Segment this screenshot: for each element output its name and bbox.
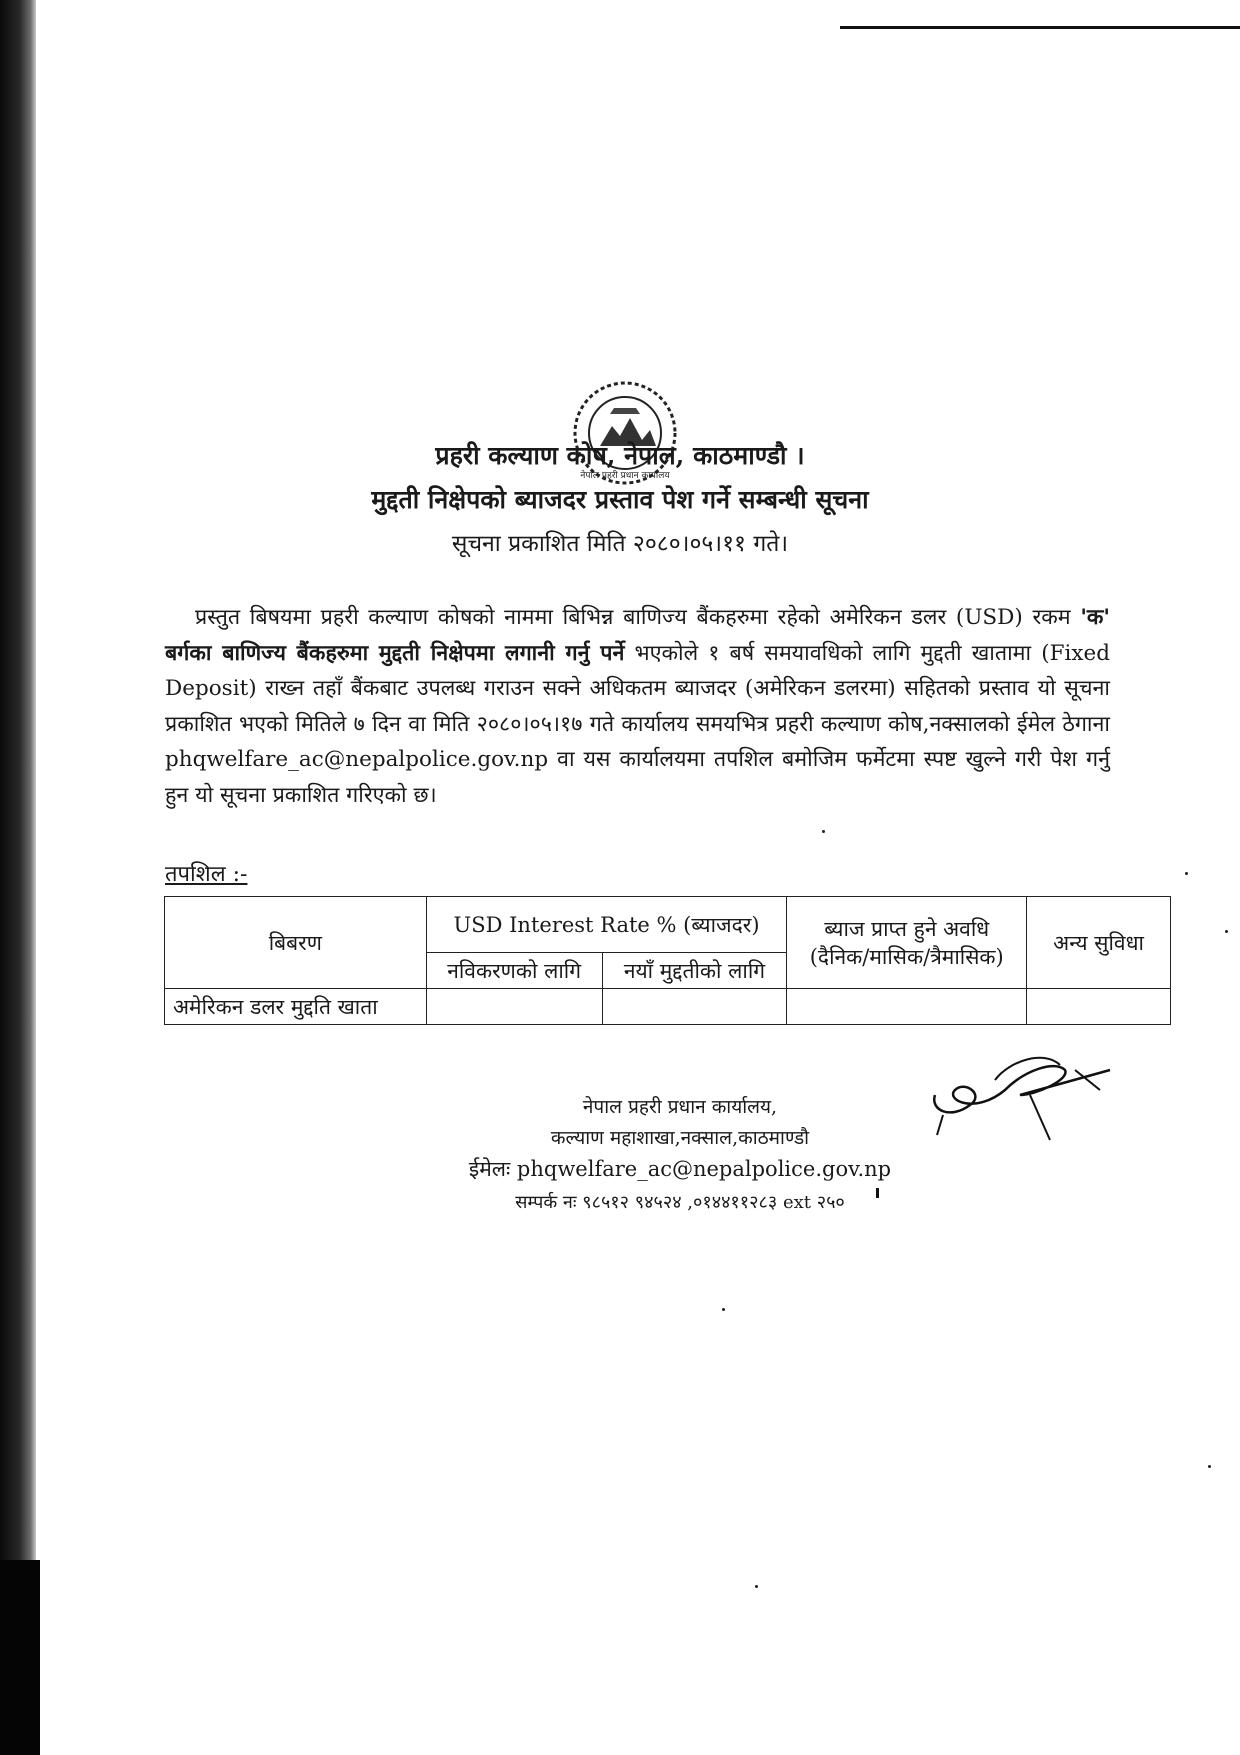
scan-speck — [1185, 872, 1188, 875]
scan-speck — [1225, 930, 1228, 933]
header-description: बिबरण — [165, 897, 427, 989]
table-row — [165, 989, 1171, 1025]
notice-body-part3: भएकोले १ बर्ष समयावधिको लागि मुद्दती खातामा (Fixed Deposit) राख्न तहाँ बैंकबाट उपलब्ध गराउन सक्ने अधिकतम ब्याजदर (अमेरिकन डलरमा) सहितको प्रस्ताव यो सूचना प्रकाशित भएको मितिले ७ दिन वा मिति २०८०।०५।१७ गते कार्यालय समयभित्र प्रहरी कल्याण कोष,नक्सालको ईमेल ठेगाना phqwelfare_ac@nepalpolice.gov.np वा यस कार्यालयमा तपशिल बमोजिम फर्मेटमा स्पष्ट खुल्ने गरी पेश गर्नु हुन यो सूचना प्रकाशित गरिएको छ। — [165, 640, 1110, 808]
scan-speck — [722, 1308, 725, 1311]
notice-subject: मुद्दती निक्षेपको ब्याजदर प्रस्ताव पेश गर्ने सम्बन्धी सूचना — [371, 485, 869, 514]
notice-publish-date: सूचना प्रकाशित मिति २०८०।०५।११ गते। — [451, 531, 789, 557]
details-heading: तपशिल :- — [165, 862, 248, 887]
cell-other-facility — [1027, 989, 1171, 1025]
scan-top-rule — [840, 26, 1240, 29]
header-interest-period — [787, 897, 1027, 989]
footer-email: ईमेलः phqwelfare_ac@nepalpolice.gov.np — [468, 1157, 892, 1181]
header-interest-period-line2: (दैनिक/मासिक/त्रैमासिक) — [809, 944, 1004, 969]
svg-text:नेपाल प्रहरी प्रधान कार्यालय: नेपाल प्रहरी प्रधान कार्यालय — [580, 471, 670, 481]
notice-body-part1: प्रस्तुत बिषयमा प्रहरी कल्याण कोषको नाममा बिभिन्न बाणिज्य बैंकहरुमा रहेको अमेरिकन डलर (USD) रकम — [195, 605, 1081, 630]
footer-contact: सम्पर्क नः ९८५१२ ९४५२४ ,०१४४११२८३ ext २५० — [515, 1192, 845, 1213]
cell-interest-period — [787, 989, 1027, 1025]
notice-office-title: प्रहरी कल्याण कोष, नेपाल, काठमाण्डौ । — [435, 441, 805, 470]
scan-speck — [822, 830, 825, 833]
cell-new-rate — [602, 989, 787, 1025]
header-other-facility: अन्य सुविधा — [1027, 897, 1171, 989]
cell-renewal-rate — [426, 989, 602, 1025]
footer-office: नेपाल प्रहरी प्रधान कार्यालय, — [582, 1096, 778, 1118]
scan-edge-left-lower — [0, 1560, 40, 1755]
details-table — [164, 896, 1171, 1025]
row-account-type: अमेरिकन डलर मुद्दति खाता — [165, 989, 427, 1025]
header-interest-period-line1: ब्याज प्राप्त हुने अवधि — [824, 916, 990, 941]
scan-speck — [1208, 1465, 1211, 1468]
scan-speck — [755, 1585, 758, 1588]
notice-body — [165, 600, 1110, 813]
footer-branch: कल्याण महाशाखा,नक्साल,काठमाण्डौ — [550, 1127, 810, 1149]
notice-body-emphasis: 'क' बर्गका बाणिज्य बैंकहरुमा मुद्दती निक्षेपमा लगानी गर्नु पर्ने — [165, 605, 1110, 666]
header-usd-rate: USD Interest Rate % (ब्याजदर) — [426, 897, 787, 953]
scan-edge-left — [0, 0, 36, 1755]
header-new-deposit: नयाँ मुद्दतीको लागि — [602, 953, 787, 989]
header-renewal: नविकरणको लागि — [426, 953, 602, 989]
